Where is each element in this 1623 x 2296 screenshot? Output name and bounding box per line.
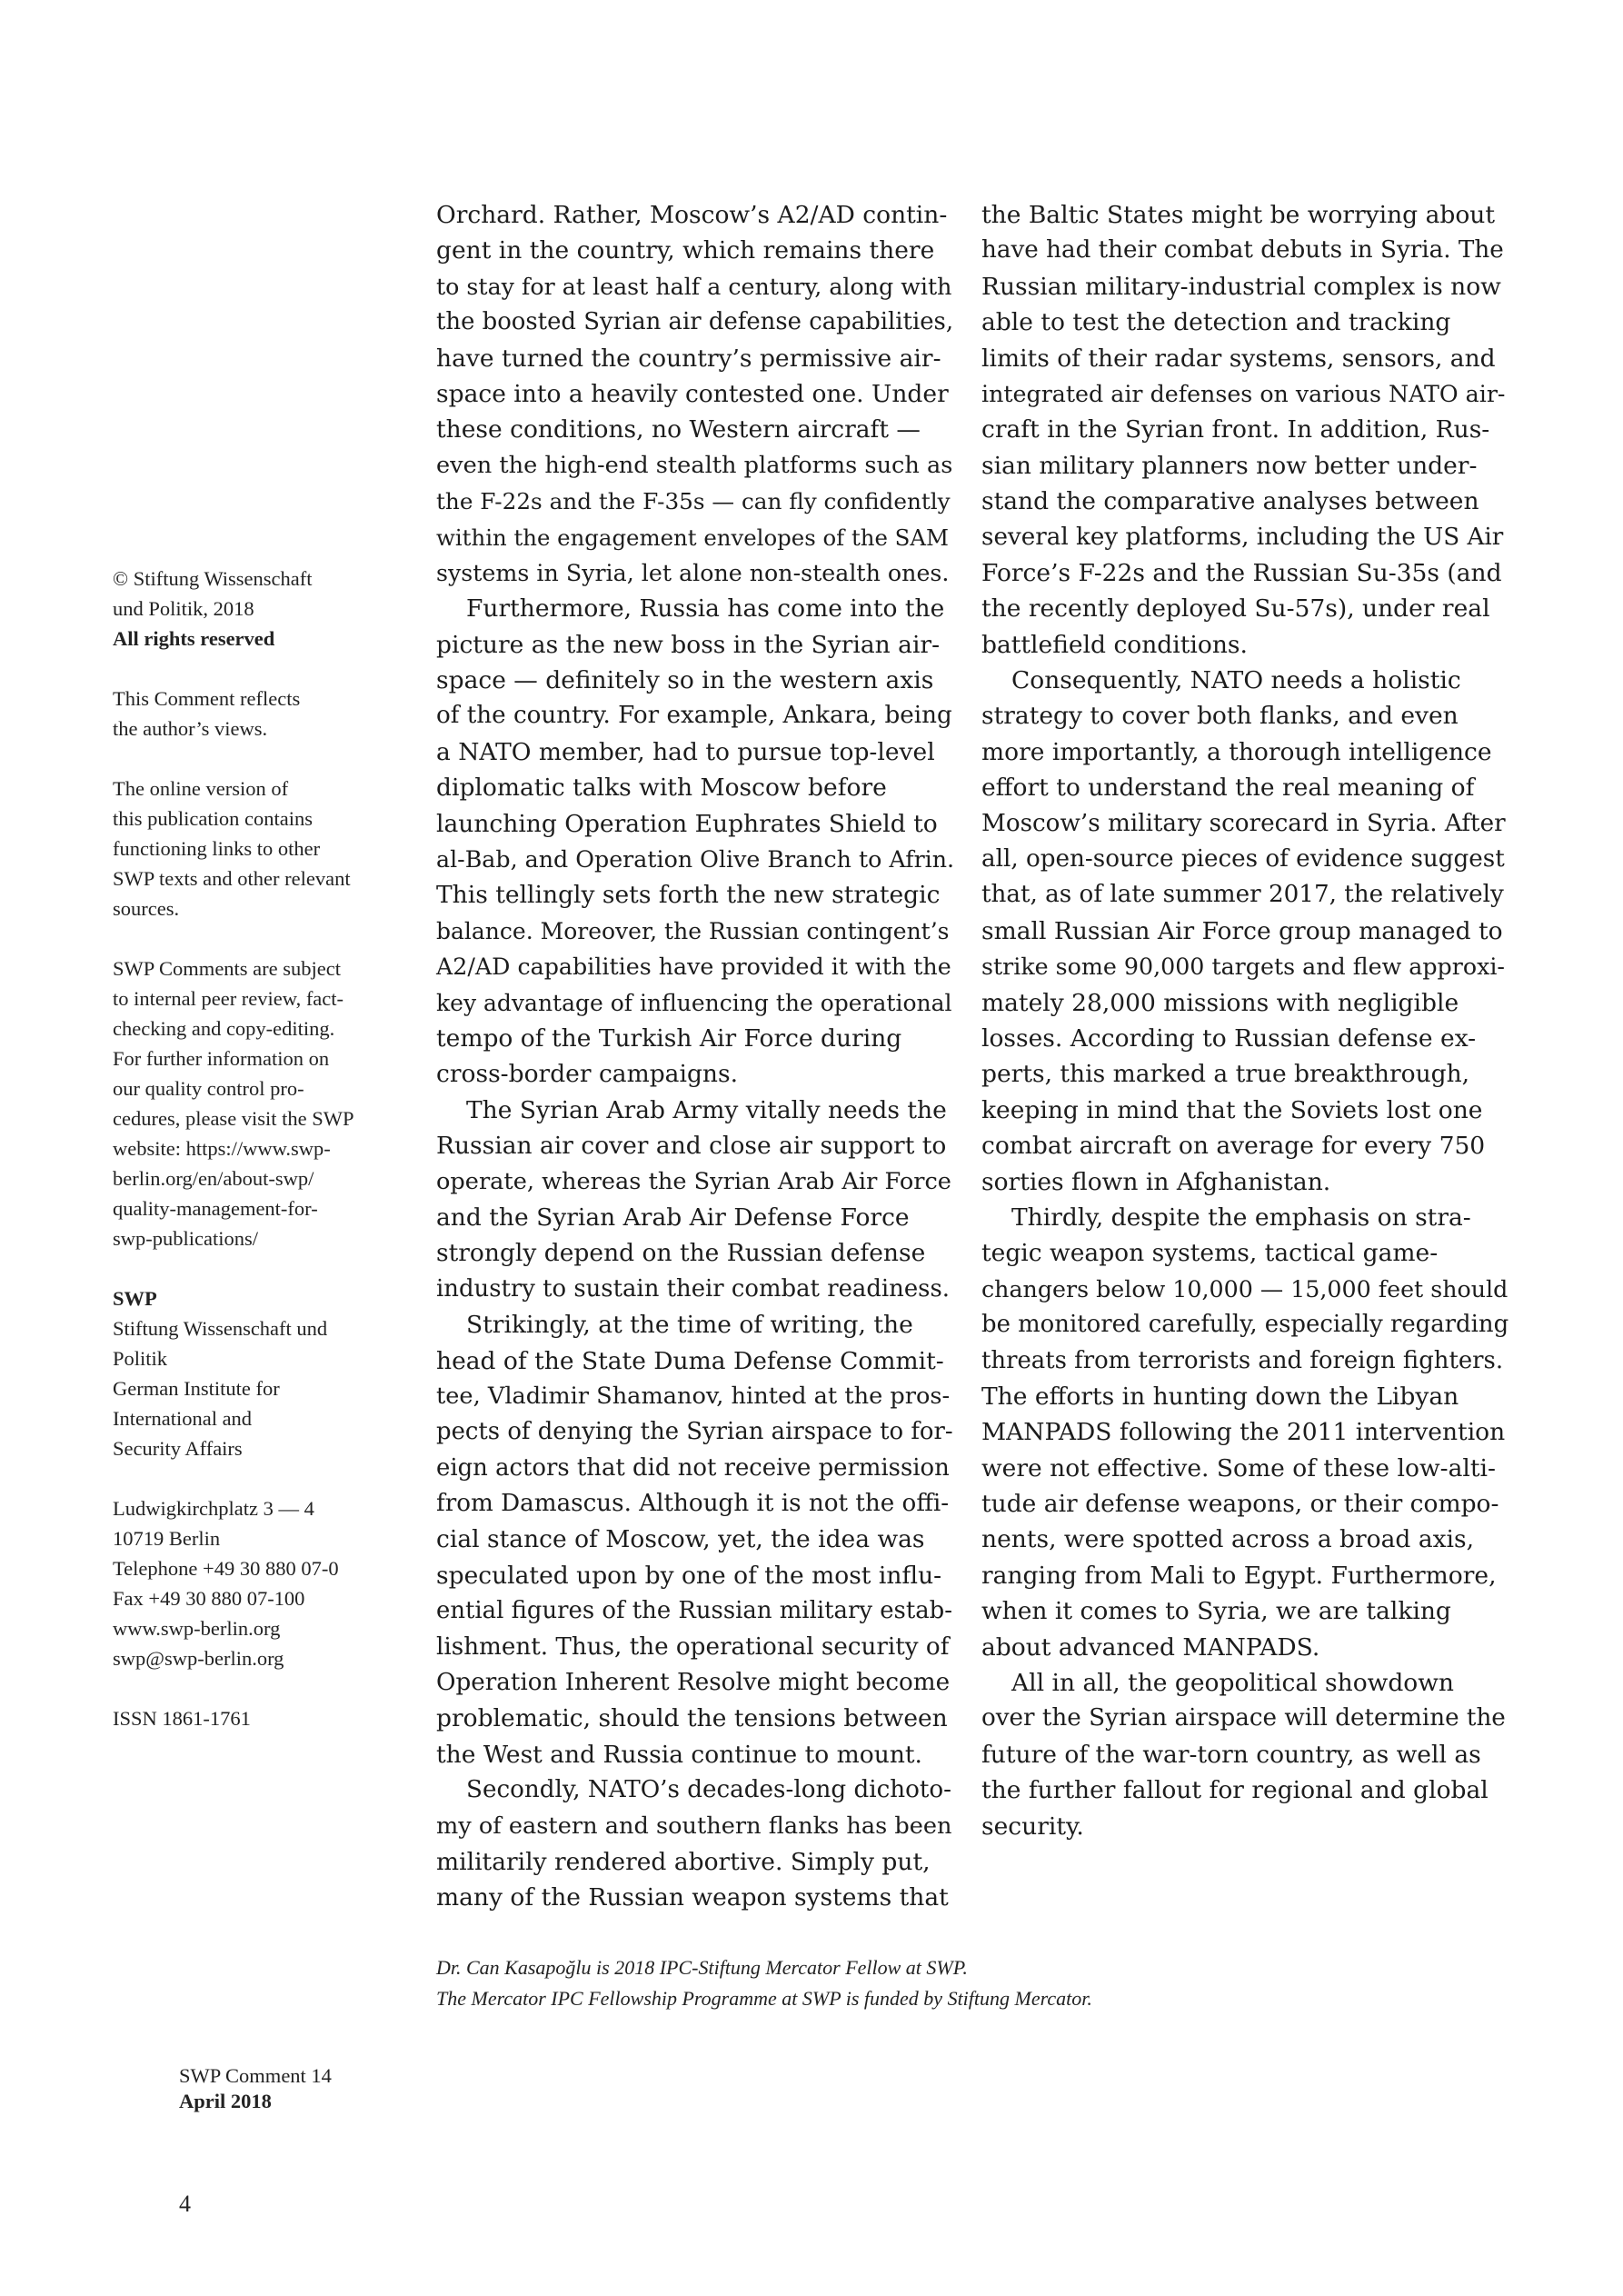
body-text-line: picture as the new boss in the Syrian air- [436, 630, 941, 659]
sidebar-line: This Comment reflects [113, 687, 301, 710]
sidebar-line: Fax +49 30 880 07-100 [113, 1587, 305, 1610]
sidebar-line: swp@swp-berlin.org [113, 1647, 284, 1670]
sidebar-block [113, 1283, 403, 1463]
body-text-line: nents, were spotted across a broad axis, [981, 1525, 1475, 1554]
body-text-line: the boosted Syrian air defense capabilities, [436, 308, 954, 336]
body-text-line: sorties flown in Afghanistan. [981, 1167, 1331, 1196]
sidebar-line: www.swp-berlin.org [113, 1617, 281, 1640]
body-text-line: Secondly, NATO’s decades-long dichoto- [466, 1776, 952, 1804]
body-text-line: Thirdly, despite the emphasis on stra- [1011, 1203, 1471, 1232]
body-text-line: All in all, the geopolitical showdown [1011, 1669, 1455, 1698]
body-text-line: Orchard. Rather, Moscow’s A2/AD contin- [436, 201, 948, 229]
body-text-line: the recently deployed Su-57s), under real [981, 594, 1490, 624]
sidebar-block [113, 684, 403, 744]
body-text-line: the further fallout for regional and global [981, 1776, 1489, 1805]
sidebar-line: Politik [113, 1347, 168, 1370]
body-text-line: from Damascus. Although it is not the offi- [436, 1490, 950, 1518]
body-text-line: have turned the country’s permissive air- [436, 344, 941, 373]
sidebar-line: © Stiftung Wissenschaft [113, 567, 313, 590]
body-text-line: small Russian Air Force group managed to [981, 916, 1503, 945]
sidebar-line: sources. [113, 897, 180, 920]
series-date: April 2018 [179, 2090, 272, 2112]
body-text-line: pects of denying the Syrian airspace to for- [436, 1418, 953, 1446]
body-text-line: many of the Russian weapon systems that [436, 1883, 949, 1912]
body-column-2 [981, 197, 1508, 1844]
body-text-line: The efforts in hunting down the Libyan [981, 1382, 1459, 1411]
body-text-line: Russian air cover and close air support to [436, 1132, 947, 1161]
body-text-line: effort to understand the real meaning of [981, 774, 1475, 803]
sidebar-line: All rights reserved [113, 627, 275, 650]
body-text-line: industry to sustain their combat readiness. [436, 1274, 950, 1303]
body-text-line: Strikingly, at the time of writing, the [466, 1311, 913, 1340]
sidebar-block [113, 953, 403, 1253]
body-text-line: future of the war-torn country, as well as [981, 1740, 1481, 1769]
body-text-line: that, as of late summer 2017, the relatively [981, 881, 1504, 909]
body-text-line: strongly depend on the Russian defense [436, 1239, 926, 1268]
body-text-line: lishment. Thus, the operational security of [436, 1632, 950, 1661]
body-text-line: about advanced MANPADS. [981, 1632, 1320, 1662]
body-text-line: security. [981, 1812, 1084, 1841]
body-text-line: combat aircraft on average for every 750 [981, 1132, 1486, 1161]
body-text-line: changers below 10,000 — 15,000 feet should [981, 1275, 1508, 1303]
body-text-line: space — definitely so in the western axis [436, 666, 934, 695]
body-text-line: Operation Inherent Resolve might become [436, 1669, 951, 1697]
body-text-line: over the Syrian airspace will determine the [981, 1704, 1506, 1732]
body-text-line: key advantage of influencing the operational [436, 989, 952, 1016]
sidebar-line: SWP Comments are subject [113, 957, 342, 980]
body-text-line: were not effective. Some of these low-alti- [981, 1453, 1496, 1482]
body-text-line: craft in the Syrian front. In addition, Rus- [981, 415, 1490, 444]
body-text-line: tude air defense weapons, or their compo- [981, 1490, 1499, 1519]
body-text-line: strike some 90,000 targets and flew approxi- [981, 953, 1505, 981]
sidebar-line: und Politik, 2018 [113, 597, 254, 620]
series-label: SWP Comment 14 [179, 2064, 332, 2087]
body-text-line: militarily rendered abortive. Simply put, [436, 1847, 931, 1876]
body-text-line: tegic weapon systems, tactical game- [981, 1239, 1439, 1268]
body-text-line: Russian military-industrial complex is now [981, 272, 1501, 301]
sidebar-imprint [113, 564, 403, 1763]
sidebar-line: our quality control pro- [113, 1077, 304, 1100]
sidebar-line: this publication contains [113, 807, 313, 830]
sidebar-line: Telephone +49 30 880 07-0 [113, 1557, 339, 1580]
body-text-line: speculated upon by one of the most influ- [436, 1561, 942, 1590]
body-text-line: launching Operation Euphrates Shield to [436, 809, 938, 838]
sidebar-line: to internal peer review, fact- [113, 987, 344, 1010]
body-text-line: diplomatic talks with Moscow before [436, 774, 887, 803]
body-text-line: Furthermore, Russia has come into the [466, 594, 945, 624]
body-text-line: operate, whereas the Syrian Arab Air Force [436, 1167, 951, 1195]
body-text-line: ranging from Mali to Egypt. Furthermore, [981, 1561, 1497, 1590]
body-text-line: head of the State Duma Defense Commit- [436, 1346, 944, 1375]
sidebar-line: cedures, please visit the SWP [113, 1107, 354, 1130]
sidebar-line: For further information on [113, 1047, 330, 1070]
sidebar-line: the author’s views. [113, 717, 268, 740]
body-text-line: perts, this marked a true breakthrough, [981, 1060, 1470, 1089]
sidebar-block [113, 564, 403, 654]
body-text-line: keeping in mind that the Soviets lost one [981, 1095, 1483, 1124]
body-text-line: the Baltic States might be worrying about [981, 201, 1496, 229]
body-text-line: The Syrian Arab Army vitally needs the [466, 1095, 947, 1124]
sidebar-block [113, 1703, 403, 1733]
sidebar-line: Stiftung Wissenschaft und [113, 1317, 328, 1340]
footer-series [179, 2063, 332, 2114]
body-text-line: several key platforms, including the US Air [981, 523, 1504, 551]
body-text-line: This tellingly sets forth the new strategic [436, 881, 941, 910]
body-text-line: when it comes to Syria, we are talking [981, 1597, 1451, 1626]
sidebar-line: International and [113, 1407, 253, 1430]
body-text-line: a NATO member, had to pursue top-level [436, 737, 935, 766]
body-text-line: be monitored carefully, especially regarding [981, 1311, 1509, 1339]
body-text-line: have had their combat debuts in Syria. The [981, 236, 1504, 265]
body-text-line: Force’s F-22s and the Russian Su-35s (and [981, 558, 1502, 587]
sidebar-line: Ludwigkirchplatz 3 — 4 [113, 1497, 314, 1520]
body-text-line: al-Bab, and Operation Olive Branch to Afrin. [436, 846, 955, 873]
body-text-line: losses. According to Russian defense ex- [981, 1023, 1477, 1053]
body-text-line: integrated air defenses on various NATO air- [981, 380, 1506, 407]
sidebar-line: functioning links to other [113, 837, 321, 860]
body-text-line: battlefield conditions. [981, 630, 1248, 659]
sidebar-line: berlin.org/en/about-swp/ [113, 1167, 314, 1190]
body-text-line: problematic, should the tensions between [436, 1704, 948, 1733]
body-text-line: MANPADS following the 2011 intervention [981, 1418, 1506, 1447]
body-text-line: and the Syrian Arab Air Defense Force [436, 1203, 910, 1232]
body-text-line: eign actors that did not receive permission [436, 1453, 950, 1482]
sidebar-block [113, 1493, 403, 1673]
body-text-line: able to test the detection and tracking [981, 308, 1451, 337]
sidebar-line: ISSN 1861-1761 [113, 1707, 251, 1730]
body-text-line: gent in the country, which remains there [436, 236, 935, 265]
byline-author: Dr. Can Kasapoğlu is 2018 IPC-Stiftung Mercator Fellow at SWP. [436, 1956, 968, 1979]
body-text-line: cross-border campaigns. [436, 1060, 739, 1089]
body-text-line: space into a heavily contested one. Under [436, 379, 949, 408]
page-number: 4 [179, 2191, 191, 2217]
body-text-line: even the high-end stealth platforms such as [436, 451, 953, 479]
byline-funding: The Mercator IPC Fellowship Programme at SWP is funded by Stiftung Mercator. [436, 1987, 1092, 2010]
body-text-line: balance. Moreover, the Russian contingent’s [436, 917, 950, 944]
body-text-line: more importantly, a thorough intelligence [981, 737, 1492, 766]
sidebar-line: 10719 Berlin [113, 1527, 221, 1550]
body-text-line: tempo of the Turkish Air Force during [436, 1023, 902, 1053]
body-text-line: of the country. For example, Ankara, being [436, 702, 952, 730]
sidebar-block [113, 774, 403, 923]
body-text-line: to stay for at least half a century, along with [436, 273, 952, 300]
body-text-line: sian military planners now better under- [981, 451, 1478, 480]
body-text-line: ential figures of the Russian military estab- [436, 1597, 952, 1625]
body-text-line: systems in Syria, let alone non-stealth ones. [436, 559, 950, 586]
body-text-line: the West and Russia continue to mount. [436, 1740, 922, 1769]
sidebar-line: website: https://www.swp- [113, 1137, 331, 1160]
body-text-line: all, open-source pieces of evidence suggest [981, 845, 1505, 873]
body-text-line: the F-22s and the F-35s — can fly confidently [436, 488, 951, 515]
body-column-1 [436, 197, 954, 1916]
sidebar-line: German Institute for [113, 1377, 280, 1400]
body-text-line: A2/AD capabilities have provided it with the [436, 953, 951, 981]
body-text-line: threats from terrorists and foreign fighters. [981, 1346, 1504, 1374]
body-text-line: within the engagement envelopes of the SAM [436, 524, 949, 551]
body-text-line: tee, Vladimir Shamanov, hinted at the pros- [436, 1382, 951, 1410]
sidebar-line: swp-publications/ [113, 1227, 258, 1250]
sidebar-line: Security Affairs [113, 1437, 243, 1460]
body-text-line: mately 28,000 missions with negligible [981, 988, 1459, 1017]
body-text-line: Consequently, NATO needs a holistic [1011, 666, 1461, 695]
body-text-line: stand the comparative analyses between [981, 487, 1479, 516]
sidebar-line: SWP texts and other relevant [113, 867, 351, 890]
body-text-line: cial stance of Moscow, yet, the idea was [436, 1525, 925, 1554]
author-byline [436, 1952, 1436, 2014]
body-text-line: these conditions, no Western aircraft — [436, 415, 921, 444]
body-text-line: limits of their radar systems, sensors, and [981, 344, 1496, 373]
sidebar-line: quality-management-for- [113, 1197, 318, 1220]
body-text-line: Moscow’s military scorecard in Syria. After [981, 809, 1506, 837]
body-text-line: strategy to cover both flanks, and even [981, 702, 1459, 731]
sidebar-line: The online version of [113, 777, 289, 800]
sidebar-line: SWP [113, 1287, 157, 1310]
body-text-line: my of eastern and southern flanks has been [436, 1812, 952, 1840]
sidebar-line: checking and copy-editing. [113, 1017, 335, 1040]
